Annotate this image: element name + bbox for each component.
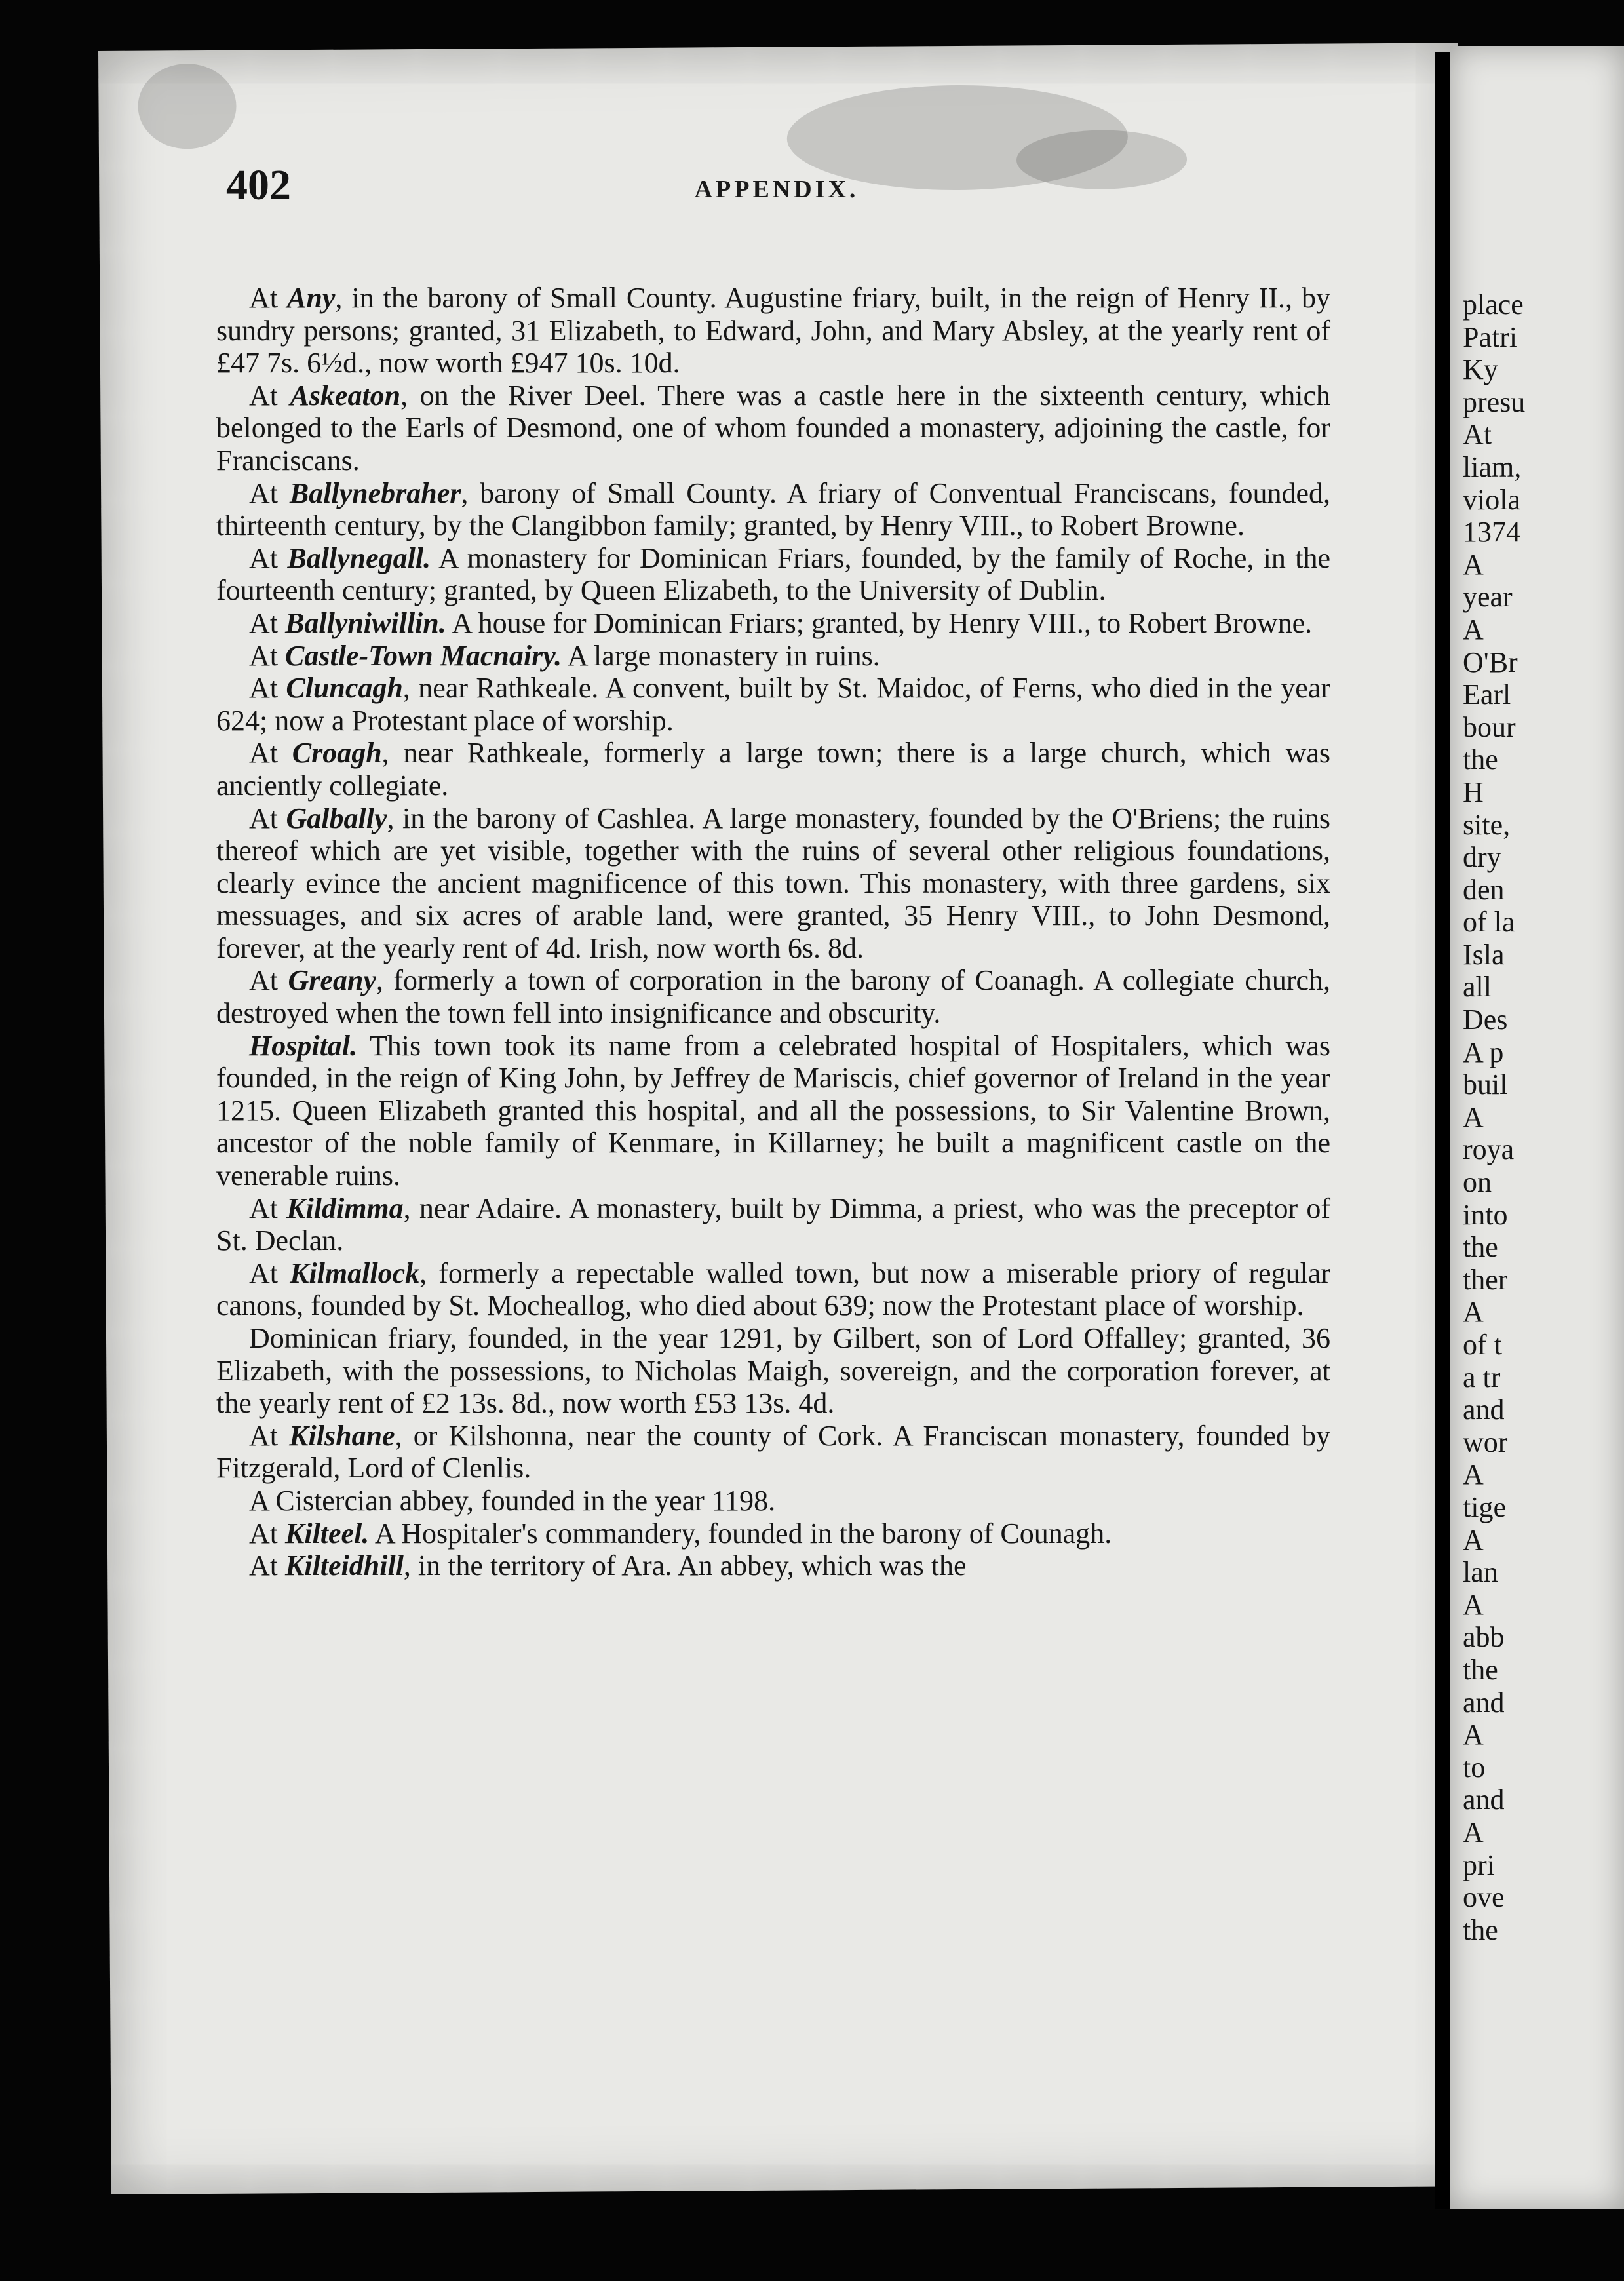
facing-page-line: Ky <box>1463 353 1498 386</box>
entry-paragraph <box>216 1485 1330 1517</box>
facing-page-line: ove <box>1463 1881 1505 1914</box>
facing-page-line: and <box>1463 1394 1505 1426</box>
entry-text: , in the barony of Cashlea. A large monastery, founded by the O'Briens; the ruins thereof which are yet visible, together with the ruins of several other religious foundations, clearly evince the ancient magnificence of this town. This monastery, with three gardens, six messuages, and six acres of arable land, were granted, 35 Henry VIII., to John Desmond, forever, at the yearly rent of 4d. Irish, now worth 6s. 8d. <box>216 802 1331 964</box>
entry-text: , or Kilshonna, near the county of Cork. A Franciscan monastery, founded by Fitzgerald, Lord of Clenlis. <box>216 1419 1331 1485</box>
facing-page-line: H <box>1463 775 1484 808</box>
facing-page-line: wor <box>1463 1426 1508 1458</box>
place-name: Cluncagh <box>286 672 403 705</box>
entry-lead-text: At <box>249 672 286 705</box>
running-head <box>226 161 1327 239</box>
place-name: Ballynegall. <box>287 541 431 574</box>
entry-lead-text: At <box>249 802 286 834</box>
facing-page-line: and <box>1463 1784 1505 1816</box>
entry-paragraph <box>216 964 1330 1029</box>
place-name: Kilteidhill <box>285 1550 404 1582</box>
entry-paragraph <box>216 477 1330 542</box>
entry-text: , near Rathkeale. A convent, built by St. Maidoc, of Ferns, who died in the year 624; now a Protestant place of worship. <box>216 672 1331 737</box>
facing-page-line: den <box>1463 873 1505 906</box>
facing-page-line: of t <box>1463 1329 1502 1361</box>
facing-page-line: presu <box>1463 385 1526 418</box>
entry-paragraph <box>216 1257 1330 1322</box>
entry-lead-text: At <box>249 1192 287 1224</box>
entry-paragraph <box>216 380 1330 477</box>
entry-text: , in the territory of Ara. An abbey, which was the <box>403 1550 967 1582</box>
entry-lead-text: At <box>249 964 288 997</box>
facing-page-line: all <box>1463 971 1492 1004</box>
place-name: Askeaton <box>290 379 401 412</box>
entry-paragraph <box>216 607 1330 640</box>
entry-lead-text: A Cistercian abbey, founded in the year 1198. <box>249 1484 776 1517</box>
entry-text: This town took its name from a celebrated hospital of Hospitalers, which was founded, in the reign of King John, by Jeffrey de Mariscis, chief governor of Ireland in the year 1215. Queen Elizabeth granted this hospital, and all the possessions, to Sir Valentine Brown, ancestor of the noble family of Kenmare, in Killarney; he built a magnificent castle on the venerable ruins. <box>216 1029 1330 1192</box>
place-name: Ballynebraher <box>289 477 461 509</box>
entry-text: , formerly a repectable walled town, but now a miserable priory of regular canons, founded by St. Mocheallog, who died about 639; now the Protestant place of worship. <box>216 1257 1330 1322</box>
facing-page-line: bour <box>1463 711 1516 743</box>
facing-page-line: ther <box>1463 1263 1508 1296</box>
entry-lead-text: At <box>249 541 288 574</box>
facing-page-line: abb <box>1463 1621 1505 1654</box>
entry-paragraph <box>216 737 1330 802</box>
facing-page-line: tige <box>1463 1491 1506 1523</box>
facing-page-line: A <box>1463 1816 1484 1848</box>
entry-paragraph <box>216 640 1330 673</box>
facing-page-line: Isla <box>1463 938 1505 971</box>
entry-paragraph <box>216 282 1330 380</box>
place-name: Ballyniwillin. <box>285 606 446 639</box>
entry-text: A house for Dominican Friars; granted, by Henry VIII., to Robert Browne. <box>446 606 1313 639</box>
facing-page-line: liam, <box>1463 450 1522 483</box>
entry-paragraph <box>216 542 1330 607</box>
entry-paragraph <box>216 1192 1330 1257</box>
entry-text: A monastery for Dominican Friars, founded, by the family of Roche, in the fourteenth century; granted, by Queen Elizabeth, to the University of Dublin. <box>216 541 1331 607</box>
entry-text: A Hospitaler's commandery, founded in the barony of Counagh. <box>369 1517 1112 1550</box>
entry-lead-text: At <box>249 1517 285 1550</box>
facing-page-line: the <box>1463 1913 1498 1946</box>
facing-page-line: a tr <box>1463 1361 1501 1394</box>
facing-page-text <box>1463 288 1624 1946</box>
facing-page-line: A <box>1463 1588 1484 1621</box>
facing-page-line: A <box>1463 1458 1484 1491</box>
entry-lead-text: At <box>249 282 288 314</box>
facing-page-line: dry <box>1463 841 1501 874</box>
facing-page-line: At <box>1463 418 1492 451</box>
facing-page-line: the <box>1463 1231 1498 1264</box>
facing-page-line: on <box>1463 1166 1492 1199</box>
gutter-shadow <box>1435 52 1450 2209</box>
facing-page-line: A p <box>1463 1036 1504 1068</box>
facing-page-line: year <box>1463 581 1513 614</box>
facing-page-line: roya <box>1463 1133 1515 1166</box>
entry-paragraph <box>216 1517 1330 1550</box>
facing-page-line: Des <box>1463 1004 1508 1036</box>
facing-page-line: A <box>1463 1296 1484 1329</box>
place-name: Kildimma <box>286 1192 404 1224</box>
entry-paragraph <box>216 802 1330 965</box>
entry-text: , on the River Deel. There was a castle here in the sixteenth century, which belonged to the Earls of Desmond, one of whom founded a monastery, adjoining the castle, for Franciscans. <box>216 379 1330 477</box>
entry-text: , near Adaire. A monastery, built by Dimma, a priest, who was the preceptor of St. Declan. <box>216 1192 1330 1257</box>
facing-page-line: of la <box>1463 906 1515 939</box>
entry-text: , in the barony of Small County. Augustine friary, built, in the reign of Henry II., by sundry persons; granted, 31 Elizabeth, to Edward, John, and Mary Absley, at the yearly rent of £47 7s. 6½d., now worth £947 10s. 10d. <box>216 282 1330 380</box>
entry-lead-text: At <box>249 1419 290 1452</box>
entry-text: A large monastery in ruins. <box>562 639 880 672</box>
facing-page-line: A <box>1463 613 1484 646</box>
entry-lead-text: At <box>249 639 285 672</box>
entry-lead-text: At <box>249 1257 290 1289</box>
entry-paragraph <box>216 1322 1330 1420</box>
facing-page-line: 1374 <box>1463 516 1520 549</box>
entry-lead-text: At <box>249 606 285 639</box>
entry-paragraph <box>216 1420 1330 1485</box>
entry-paragraph <box>216 672 1330 737</box>
facing-page-line: buil <box>1463 1068 1508 1101</box>
facing-page-line: the <box>1463 1653 1498 1686</box>
facing-page-line: A <box>1463 1101 1484 1133</box>
foxing-stain <box>138 64 237 149</box>
facing-page-line: and <box>1463 1686 1505 1719</box>
facing-page-line: lan <box>1463 1556 1498 1589</box>
entry-lead-text: Dominican friary, founded, in the year 1291, by Gilbert, son of Lord Offalley; granted, 36 Elizabeth, with the possessions, to Nicholas Maigh, sovereign, and the corporation forever, at the yearly rent of £2 13s. 8d., now worth £53 13s. 4d. <box>216 1322 1330 1420</box>
facing-page-line: O'Br <box>1463 646 1518 678</box>
entry-paragraph <box>216 1030 1330 1192</box>
facing-page-line: into <box>1463 1198 1508 1231</box>
entry-paragraph <box>216 1550 1330 1582</box>
place-name: Kilmallock <box>290 1257 420 1289</box>
place-name: Kilteel. <box>285 1517 370 1550</box>
body-text <box>216 282 1330 1582</box>
entry-lead-text: At <box>249 379 290 412</box>
facing-page-line: place <box>1463 288 1524 321</box>
place-name: Kilshane <box>289 1419 395 1452</box>
place-name: Galbally <box>286 802 387 834</box>
facing-page-line: to <box>1463 1751 1486 1784</box>
running-title: APPENDIX. <box>694 176 859 203</box>
facing-page-line: the <box>1463 743 1498 776</box>
place-name: Croagh <box>292 737 382 770</box>
entry-lead-text: At <box>249 1550 285 1582</box>
page-number: 402 <box>226 161 291 209</box>
entry-text: , barony of Small County. A friary of Conventual Franciscans, founded, thirteenth century, by the Clangibbon family; granted, by Henry VIII., to Robert Browne. <box>216 477 1330 542</box>
facing-page-line: Earl <box>1463 678 1511 711</box>
facing-page-line: pri <box>1463 1848 1495 1881</box>
facing-page-line: A <box>1463 1523 1484 1556</box>
entry-text: , near Rathkeale, formerly a large town; there is a large church, which was anciently collegiate. <box>216 737 1331 802</box>
entry-text: , formerly a town of corporation in the barony of Coanagh. A collegiate church, destroyed when the town fell into insignificance and obscurity. <box>216 964 1330 1030</box>
facing-page-line: viola <box>1463 483 1520 516</box>
entry-lead-text: At <box>249 737 292 770</box>
place-name: Any <box>287 282 336 314</box>
place-name: Castle-Town Macnairy. <box>285 639 562 672</box>
entry-lead-text: At <box>249 477 290 509</box>
place-name: Greany <box>288 964 376 997</box>
facing-page-line: A <box>1463 1719 1484 1751</box>
facing-page-line: Patri <box>1463 321 1518 353</box>
facing-page-line: A <box>1463 548 1484 581</box>
place-name: Hospital. <box>249 1029 358 1062</box>
facing-page-line: site, <box>1463 808 1511 841</box>
